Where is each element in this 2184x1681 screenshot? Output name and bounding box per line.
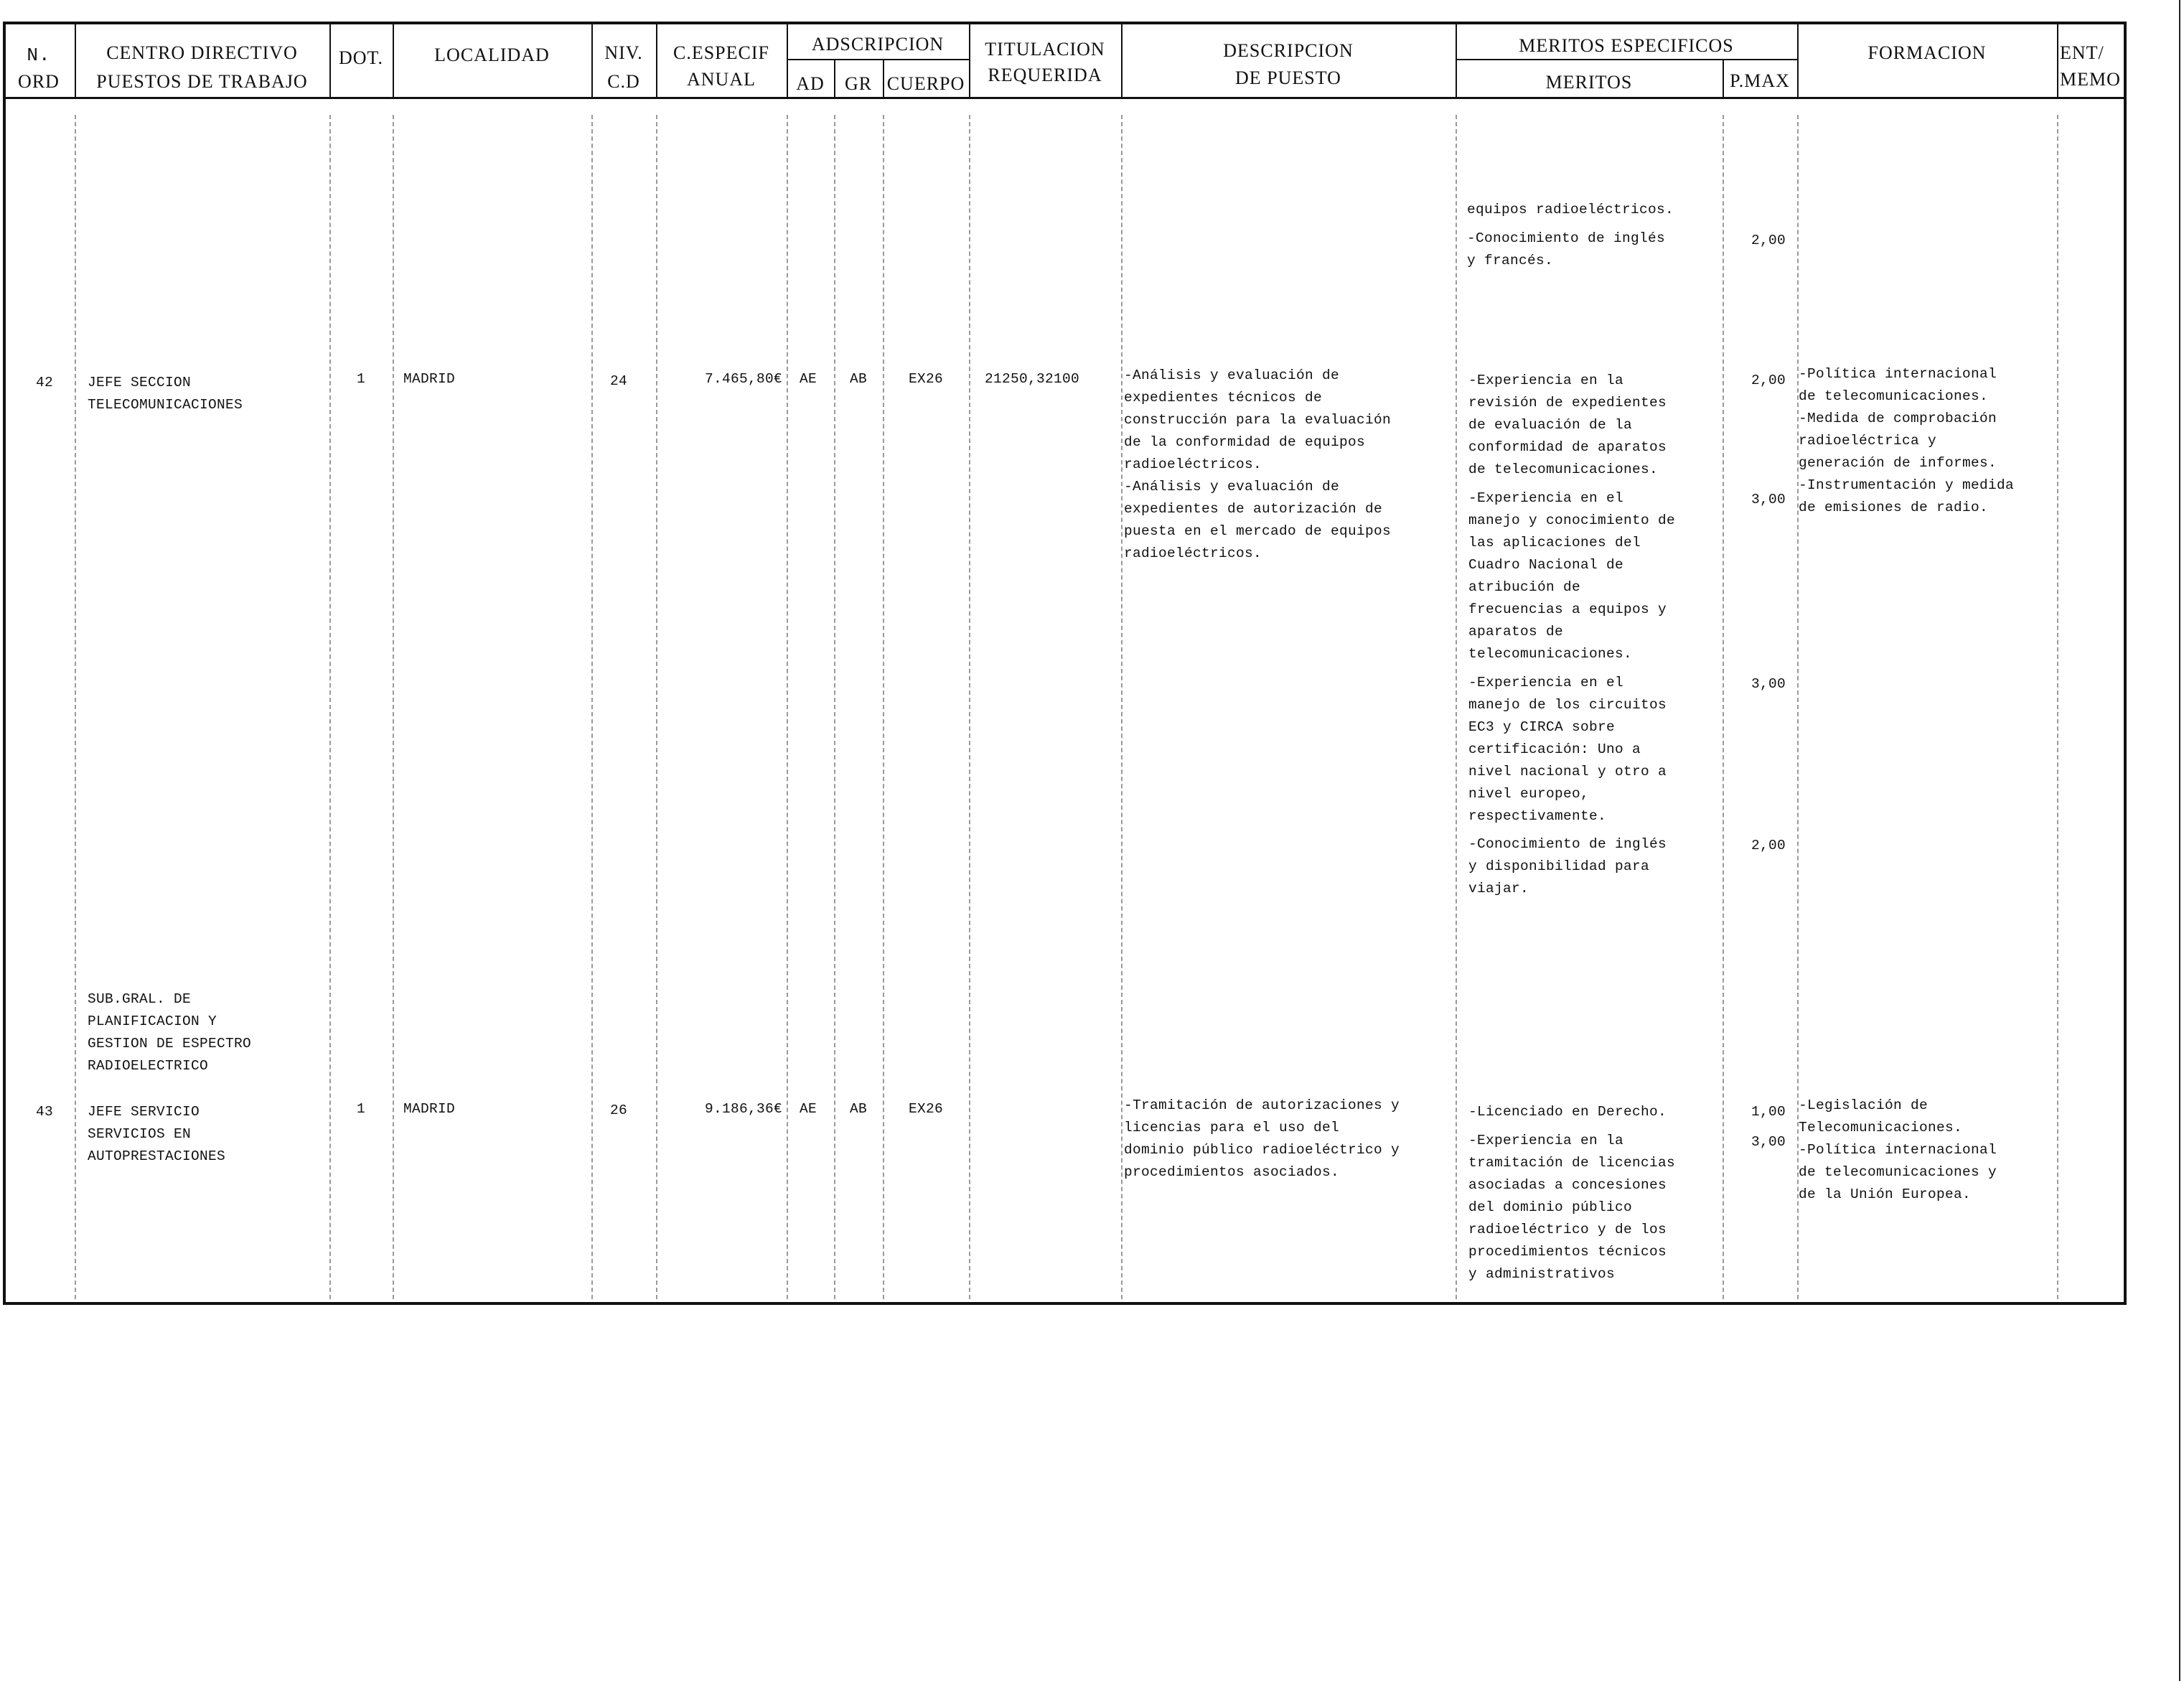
col-dash bbox=[329, 115, 331, 1299]
row-niv: 26 bbox=[609, 1102, 627, 1118]
row-niv: 24 bbox=[609, 373, 627, 389]
row-dot: 1 bbox=[356, 1101, 365, 1117]
col-dash bbox=[787, 115, 788, 1299]
row-ad: AE bbox=[799, 1101, 817, 1117]
continuation-pmax: 2,00 bbox=[1751, 233, 1786, 248]
header-memo: MEMO bbox=[2060, 69, 2121, 90]
row-cuerpo: EX26 bbox=[908, 1101, 943, 1117]
header-requerida: REQUERIDA bbox=[988, 65, 1102, 85]
row-localidad: MADRID bbox=[403, 371, 456, 387]
col-dash bbox=[393, 115, 394, 1299]
header-cespecif: C.ESPECIF bbox=[673, 42, 769, 63]
header-bottom-rule bbox=[3, 97, 2127, 99]
page-edge bbox=[2179, 0, 2180, 1681]
col-dash bbox=[1121, 115, 1123, 1299]
header-gr: GR bbox=[844, 73, 873, 94]
row-formacion: -Política internacional de telecomunicaciones. -Medida de comprobación radioeléctrica y generación de informes. -Instrumentación y medida de emisiones de radio. bbox=[1799, 366, 2015, 515]
row-cesp: 9.186,36€ bbox=[704, 1101, 782, 1117]
header-niv: NIV. bbox=[604, 42, 643, 63]
header-ord: ORD bbox=[18, 71, 60, 92]
header-meritos: MERITOS bbox=[1545, 72, 1633, 93]
col-sep bbox=[969, 22, 970, 99]
header-ent: ENT/ bbox=[2060, 42, 2104, 63]
header-meritos-especificos: MERITOS ESPECIFICOS bbox=[1519, 35, 1734, 56]
row-merito: -Experiencia en la tramitación de licencias asociadas a concesiones del dominio público radioeléctrico y de los procedimientos técnicos y administrativos bbox=[1468, 1133, 1676, 1282]
row-merito: -Experiencia en el manejo de los circuitos EC3 y CIRCA sobre certificación: Uno a nivel nacional y otro a nivel europeo, respectivamente. bbox=[1468, 675, 1667, 824]
header-ad: AD bbox=[796, 73, 825, 94]
row-merito-pmax: 3,00 bbox=[1751, 492, 1786, 507]
header-descripcion: DESCRIPCION bbox=[1223, 40, 1354, 61]
col-dash bbox=[834, 115, 835, 1299]
header-n: N. bbox=[27, 45, 51, 66]
row-formacion: -Legislación de Telecomunicaciones. -Política internacional de telecomunicaciones y de la Unión Europea. bbox=[1799, 1097, 1997, 1202]
continuation-merit: -Conocimiento de inglés y francés. bbox=[1467, 230, 1666, 268]
header-anual: ANUAL bbox=[687, 69, 756, 90]
header-adscripcion: ADSCRIPCION bbox=[811, 34, 945, 55]
header-localidad: LOCALIDAD bbox=[434, 45, 550, 65]
header-puestos: PUESTOS DE TRABAJO bbox=[96, 71, 308, 92]
row-merito: -Licenciado en Derecho. bbox=[1468, 1104, 1667, 1120]
row-merito: -Conocimiento de inglés y disponibilidad para viajar. bbox=[1468, 836, 1667, 896]
row-puesto: JEFE SECCION TELECOMUNICACIONES bbox=[88, 375, 243, 413]
header-mid-rule-meritos bbox=[1456, 59, 1797, 60]
row-dot: 1 bbox=[356, 371, 365, 387]
row-ad: AE bbox=[799, 371, 817, 387]
header-cd: C.D bbox=[607, 71, 640, 92]
col-dash bbox=[75, 115, 76, 1299]
row-cesp: 7.465,80€ bbox=[704, 371, 782, 387]
row-ord: 43 bbox=[35, 1104, 53, 1120]
header-cuerpo: CUERPO bbox=[886, 73, 965, 94]
row-descripcion: -Análisis y evaluación de expedientes técnicos de construcción para la evaluación de la conformidad de equipos radioeléctricos. -Análisis y evaluación de expedientes de autorización de puesta en el mercado de equipos radioeléctricos. bbox=[1124, 367, 1392, 561]
col-dash bbox=[969, 115, 970, 1299]
row-merito-pmax: 1,00 bbox=[1751, 1104, 1786, 1120]
row-gr: AB bbox=[849, 371, 867, 387]
row-merito: -Experiencia en el manejo y conocimiento de las aplicaciones del Cuadro Nacional de atribución de frecuencias a equipos y aparatos de telecomunicaciones. bbox=[1468, 490, 1676, 662]
subgroup-heading: SUB.GRAL. DE PLANIFICACION Y GESTION DE ESPECTRO RADIOELECTRICO bbox=[88, 991, 252, 1074]
row-merito-pmax: 2,00 bbox=[1751, 373, 1786, 388]
row-ord: 42 bbox=[35, 375, 53, 390]
continuation-merit: equipos radioeléctricos. bbox=[1467, 202, 1674, 217]
col-dash bbox=[883, 115, 884, 1299]
col-dash bbox=[1456, 115, 1457, 1299]
header-titulacion: TITULACION bbox=[985, 39, 1105, 60]
col-dash bbox=[656, 115, 657, 1299]
row-merito-pmax: 3,00 bbox=[1751, 1134, 1786, 1150]
row-localidad: MADRID bbox=[403, 1101, 456, 1117]
row-titulacion: 21250,32100 bbox=[985, 371, 1080, 387]
header-formacion: FORMACION bbox=[1867, 42, 1987, 63]
row-descripcion: -Tramitación de autorizaciones y licencias para el uso del dominio público radioeléctrico y procedimientos asociados. bbox=[1124, 1097, 1400, 1180]
header-dot: DOT. bbox=[338, 47, 383, 68]
header-pmax: P.MAX bbox=[1730, 70, 1790, 91]
row-merito-pmax: 2,00 bbox=[1751, 838, 1786, 853]
header-mid-rule bbox=[787, 59, 969, 60]
row-merito: -Experiencia en la revisión de expedientes de evaluación de la conformidad de aparatos de telecomunicaciones. bbox=[1468, 373, 1667, 477]
row-puesto: JEFE SERVICIO SERVICIOS EN AUTOPRESTACIONES bbox=[88, 1104, 226, 1164]
header-centro: CENTRO DIRECTIVO bbox=[106, 42, 298, 63]
header-de-puesto: DE PUESTO bbox=[1235, 67, 1341, 88]
col-dash bbox=[2057, 115, 2058, 1299]
row-cuerpo: EX26 bbox=[908, 371, 943, 387]
row-gr: AB bbox=[849, 1101, 867, 1117]
row-merito-pmax: 3,00 bbox=[1751, 676, 1786, 692]
